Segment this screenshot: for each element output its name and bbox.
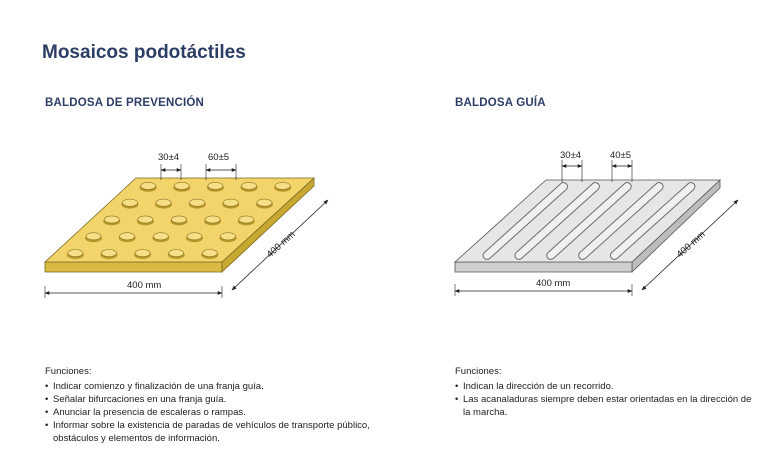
tactile-dot: [135, 250, 150, 257]
tactile-dot: [239, 216, 254, 223]
tactile-dot: [202, 250, 217, 257]
tactile-dot: [205, 216, 220, 223]
tactile-dot: [169, 250, 184, 257]
dim-label-top-1: 30±4: [560, 150, 582, 161]
tactile-dot: [156, 199, 171, 206]
tactile-dot: [122, 199, 137, 206]
dim-label-depth: 400 mm: [674, 229, 708, 261]
dim-label-depth: 400 mm: [264, 229, 298, 261]
function-item: • Informar sobre la existencia de paradas de vehículos de transporte público, obstáculos y elementos de información.: [45, 419, 405, 445]
dim-label-top-2: 40±5: [610, 150, 632, 161]
tactile-dot: [86, 233, 101, 240]
function-item: • Anunciar la presencia de escaleras o rampas.: [45, 406, 405, 419]
tactile-dot: [68, 250, 83, 257]
dim-label-width: 400 mm: [536, 278, 571, 289]
tactile-dot: [104, 216, 119, 223]
tactile-dot: [242, 182, 257, 189]
page-title: Mosaicos podotáctiles: [42, 42, 246, 63]
tactile-dot: [174, 182, 189, 189]
dim-label-top-1: 30±4: [158, 152, 180, 163]
tactile-dot: [101, 250, 116, 257]
prevention-functions: [45, 365, 405, 445]
function-item: • Señalar bifurcaciones en una franja guía.: [45, 393, 405, 406]
functions-heading: Funciones:: [455, 366, 502, 377]
tactile-dot: [223, 199, 238, 206]
tactile-dot: [172, 216, 187, 223]
guide-tile-label: BALDOSA GUÍA: [455, 97, 546, 109]
function-item: • Las acanaladuras siempre deben estar orientadas en la dirección de la marcha.: [455, 393, 755, 419]
tactile-dot: [257, 199, 272, 206]
tactile-dot: [153, 233, 168, 240]
function-item: • Indican la dirección de un recorrido.: [455, 380, 755, 393]
dim-label-top-2: 60±5: [208, 152, 230, 163]
tactile-dot: [208, 182, 223, 189]
tactile-dot: [138, 216, 153, 223]
tactile-dot: [275, 182, 290, 189]
tactile-dot: [120, 233, 135, 240]
tactile-dot: [187, 233, 202, 240]
guide-tile-front-side: [455, 262, 632, 272]
tactile-dot: [190, 199, 205, 206]
dim-label-width: 400 mm: [127, 280, 162, 291]
tactile-dot: [221, 233, 236, 240]
functions-heading: Funciones:: [45, 366, 92, 377]
prevention-tile-front-side: [45, 262, 222, 272]
guide-functions: [455, 365, 755, 419]
prevention-tile-label: BALDOSA DE PREVENCIÓN: [45, 97, 205, 109]
tactile-dot: [141, 182, 156, 189]
function-item: • Indicar comienzo y finalización de una franja guía.: [45, 380, 405, 393]
